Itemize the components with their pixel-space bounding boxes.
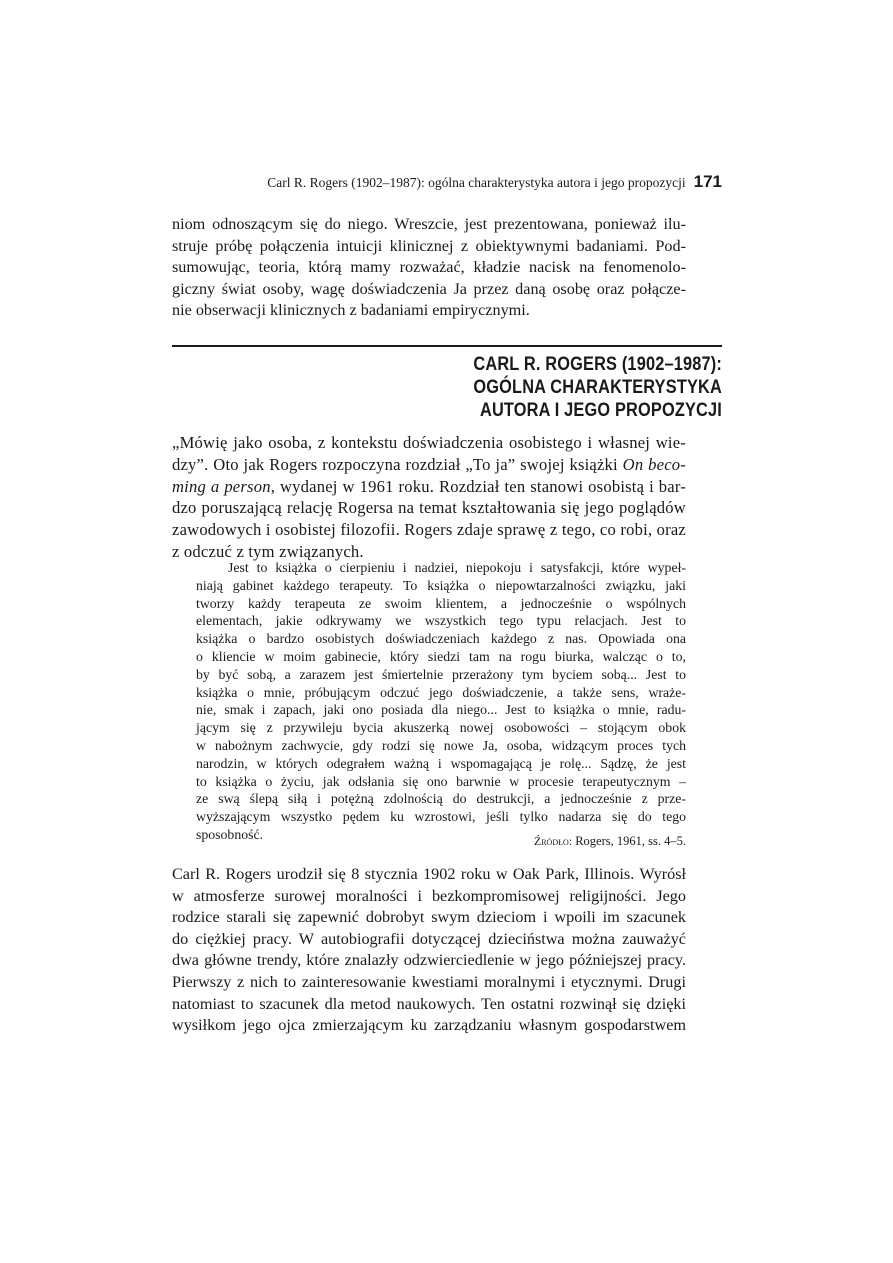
text-line: zawodowych i osobistej filozofii. Rogers zdaje sprawę z tego, co robi, oraz — [172, 520, 686, 540]
text-line: z odczuć z tym związanych. — [172, 541, 364, 561]
text-line: Pierwszy z nich to zainteresowanie kwestiami moralnymi i etycznymi. Drugi — [172, 972, 686, 991]
quote-line: elementach, jakie odkrywamy we wszystkich tego typu relacjach. Jest to — [196, 613, 686, 629]
quote-line: niają gabinet każdego terapeuty. To książka o niepowtarzalności związku, jaki — [196, 577, 686, 593]
quote-line: o kliencie w moim gabinecie, który siedzi tam na rogu biurka, walcząc o to, — [196, 648, 686, 664]
quote-line: by być sobą, a zarazem jest śmiertelnie przerażony tym byciem sobą... Jest to — [196, 666, 686, 682]
quote-line: książka o bardzo osobistych doświadczeniach każdego z nas. Opowiada ona — [196, 631, 686, 647]
quote-line: ze swą ślepą siłą i potężną zdolnością do destrukcji, a jednocześnie z prze- — [196, 791, 686, 807]
text-line: „Mówię jako osoba, z kontekstu doświadczenia osobistego i własnej wie- — [172, 433, 686, 452]
text-line: rodzice starali się zapewnić dobrobyt swym dzieciom i wpoili im szacunek — [172, 908, 686, 927]
text-line — [172, 454, 686, 476]
text-segment: dzy”. Oto jak Rogers rozpoczyna rozdział „To ja” swojej książki — [172, 454, 623, 474]
text-line: dzo poruszającą relację Rogersa na temat kształtowania się jego poglądów — [172, 498, 686, 518]
text-segment: , wydanej w 1961 roku. Rozdział ten stanowi osobistą i bar- — [270, 476, 686, 496]
running-head — [172, 171, 722, 194]
block-quote — [196, 559, 686, 844]
paragraph-continuation — [172, 214, 686, 322]
text-line: struje próbę połączenia intuicji klinicznej z obiektywnymi badaniami. Pod- — [172, 236, 686, 255]
quote-line: wyższającym wszystko pędem ku wzrostowi, jeśli tylko nadarza się do tego — [196, 809, 686, 825]
source-label: Źródło: — [533, 834, 573, 848]
source-citation: Rogers, 1961, ss. 4–5. — [572, 834, 686, 848]
running-head-title: Carl R. Rogers (1902–1987): ogólna charakterystyka autora i jego propozycji — [267, 175, 686, 190]
quote-line: w nabożnym zachwycie, gdy rodzi się nowe Ja, osoba, widzącym proces tych — [196, 737, 686, 753]
book-title-italic: ming a person — [172, 476, 271, 496]
heading-line: AUTORA I JEGO PROPOZYCJI — [479, 400, 722, 421]
quote-line: nie, smak i zapach, jaki ono posiada dla niego... Jest to książka o mnie, radu- — [196, 702, 686, 718]
quote-line: Jest to książka o cierpieniu i nadziei, niepokoju i satysfakcji, które wypeł- — [228, 560, 686, 575]
quote-line: to książka o życiu, jak odsłania się ono barwnie w procesie terapeutycznym – — [196, 773, 686, 789]
text-line: giczny świat osoby, wagę doświadczenia Ja przez daną osobę oraz połącze- — [172, 279, 686, 298]
text-line: dwa główne trendy, które znalazły odzwierciedlenie w jego późniejszej pracy. — [172, 951, 686, 970]
heading-line: OGÓLNA CHARAKTERYSTYKA — [473, 377, 722, 398]
text-line: sumowując, teoria, którą mamy rozważać, kładzie nacisk na fenomenolo- — [172, 258, 686, 277]
section-divider — [172, 345, 722, 347]
text-line — [172, 476, 686, 498]
text-line: niom odnoszącym się do niego. Wreszcie, jest prezentowana, ponieważ ilu- — [172, 215, 686, 233]
text-line: wysiłkom jego ojca zmierzającym ku zarządzaniu własnym gospodarstwem — [172, 1016, 686, 1035]
quote-line: jącym się z przywileju bycia akuszerką nowej osobowości – stojącym obok — [196, 720, 686, 736]
quote-line: narodzin, w których odegrałem ważną i wspomagającą je rolę... Sądzę, że jest — [196, 755, 686, 771]
heading-line: CARL R. ROGERS (1902–1987): — [473, 354, 722, 375]
quote-line: tworzy każdy terapeuta ze swoim klientem, a jednocześnie o wspólnych — [196, 595, 686, 611]
book-title-italic: On beco- — [622, 454, 686, 474]
text-line: natomiast to szacunek dla metod naukowych. Ten ostatni rozwinął się dzięki — [172, 994, 686, 1013]
text-line: nie obserwacji klinicznych z badaniami empirycznymi. — [172, 301, 530, 320]
text-line: w atmosferze surowej moralności i bezkompromisowej religijności. Jego — [172, 886, 686, 905]
quote-line: książka o mnie, próbującym odczuć jego doświadczenie, a także sens, wraże- — [196, 684, 686, 700]
quote-source — [400, 833, 686, 849]
intro-paragraph — [172, 432, 686, 563]
section-heading — [445, 353, 722, 422]
biography-paragraph — [172, 864, 686, 1037]
text-line: Carl R. Rogers urodził się 8 stycznia 1902 roku w Oak Park, Illinois. Wyrósł — [172, 865, 686, 883]
quote-line: sposobność. — [196, 826, 264, 842]
page-number: 171 — [693, 172, 722, 191]
text-line: do ciężkiej pracy. W autobiografii dotyczącej dzieciństwa można zauważyć — [172, 929, 686, 948]
